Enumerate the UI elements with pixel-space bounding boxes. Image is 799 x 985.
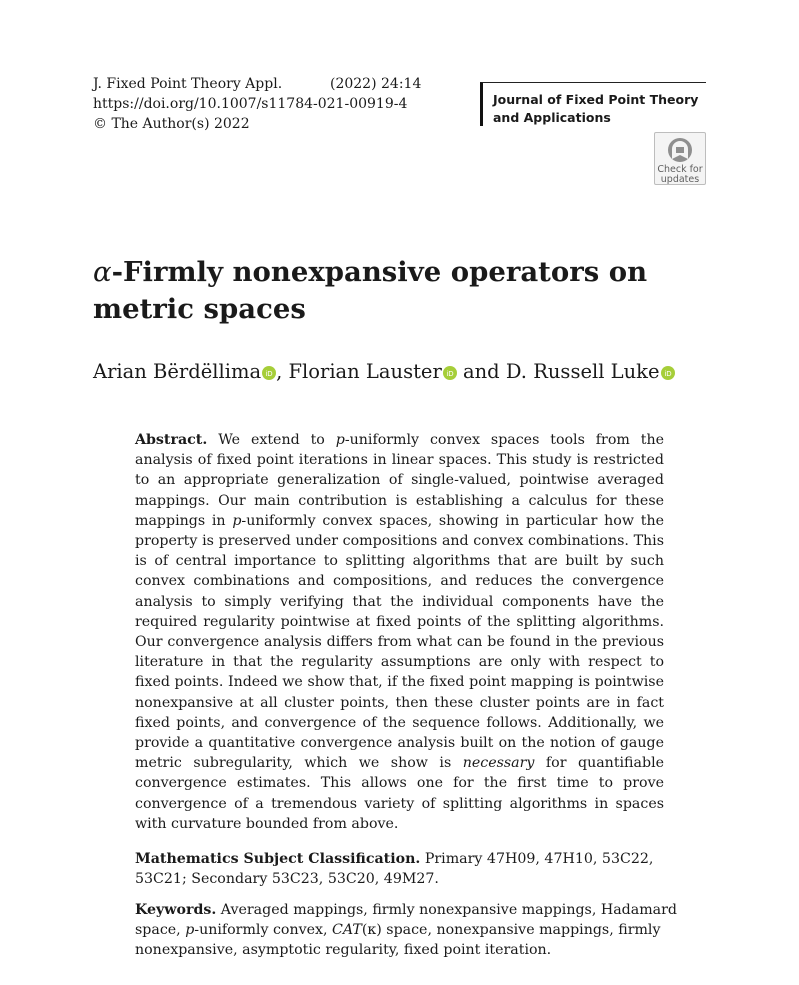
copyright: © The Author(s) 2022 <box>93 116 250 132</box>
article-meta <box>93 74 422 134</box>
check-updates-line2: updates <box>660 174 700 185</box>
keywords-label: Keywords. <box>135 902 217 918</box>
orcid-icon[interactable] <box>443 366 457 380</box>
abstract-text: -uniformly convex spaces tools from the analysis of fixed point iterations in linear spaces. This study is restricted to an appropriate generalization of single-valued, pointwise averaged mappings. Our main contribution is establishing a calculus for these mappings in <box>135 432 664 529</box>
author-name: Florian Lauster <box>288 360 442 383</box>
math-p: p <box>232 512 242 529</box>
abstract-text: We extend to <box>207 432 336 448</box>
abstract-text: -uniformly convex spaces, showing in particular how the property is preserved under compositions and convex combinations. This is of central importance to splitting algorithms that are built by such convex combinations and compositions, and reduces the convergence analysis to simply verifying that the individual components have the required regularity pointwise at fixed points of the splitting algorithms. Our convergence analysis differs from what can be found in the previous literature in that the regularity assumptions are only with respect to fixed points. Indeed we show that, if the fixed point mapping is pointwise nonexpansive at all cluster points, then these cluster points are in fact fixed points, and convergence of the sequence follows. Additionally, we provide a quantitative convergence analysis built on the notion of gauge metric subregularity, which we show is <box>135 512 664 772</box>
journal-name-line2: and Applications <box>493 110 611 125</box>
math-p: p <box>185 922 195 939</box>
title-text: -Firmly nonexpansive operators on metric spaces <box>93 256 648 325</box>
orcid-icon[interactable] <box>262 366 276 380</box>
author-separator: , <box>276 360 289 383</box>
math-cat: CAT <box>332 922 362 939</box>
keywords-text: space, nonexpansive mappings, firmly nonexpansive, asymptotic regularity, fixed point iteration. <box>135 922 661 959</box>
emphasis-necessary: necessary <box>462 755 535 772</box>
svg-text:iD: iD <box>446 370 454 379</box>
author-name: D. Russell Luke <box>505 360 660 383</box>
msc-classification <box>135 849 684 889</box>
keywords-text: Averaged mappings, firmly nonexpansive mappings, Hadamard space, <box>135 902 678 939</box>
svg-text:iD: iD <box>265 370 273 379</box>
orcid-icon[interactable] <box>661 366 675 380</box>
keywords-text: -uniformly convex, <box>194 922 333 939</box>
paper-title <box>93 254 713 328</box>
journal-name-line1: Journal of Fixed Point Theory <box>493 92 699 107</box>
abstract-label: Abstract. <box>135 432 208 448</box>
math-p: p <box>335 432 345 448</box>
volume-info: (2022) 24:14 <box>330 76 422 92</box>
title-alpha-symbol: α <box>93 256 112 288</box>
math-kappa: (κ) <box>361 922 382 939</box>
abstract <box>135 430 664 834</box>
keywords <box>135 900 684 961</box>
doi-link[interactable]: https://doi.org/10.1007/s11784-021-00919-4 <box>93 96 408 112</box>
check-for-updates-button[interactable] <box>654 132 706 185</box>
author-name: Arian Bërdëllima <box>93 360 262 383</box>
journal-name-box <box>480 82 706 126</box>
check-updates-line1: Check for <box>657 164 703 175</box>
journal-abbrev: J. Fixed Point Theory Appl. <box>93 76 283 92</box>
msc-label: Mathematics Subject Classification. <box>135 851 421 867</box>
author-list <box>93 359 675 385</box>
msc-text: Primary 47H09, 47H10, 53C22, 53C21; Secondary 53C23, 53C20, 49M27. <box>135 851 654 888</box>
author-separator: and <box>456 360 506 383</box>
check-updates-icon <box>666 136 694 164</box>
abstract-text: for quantifiable convergence estimates. This allows one for the first time to prove convergence of a tremendous variety of splitting algorithms in spaces with curvature bounded from above. <box>135 755 664 832</box>
svg-text:iD: iD <box>663 370 672 379</box>
